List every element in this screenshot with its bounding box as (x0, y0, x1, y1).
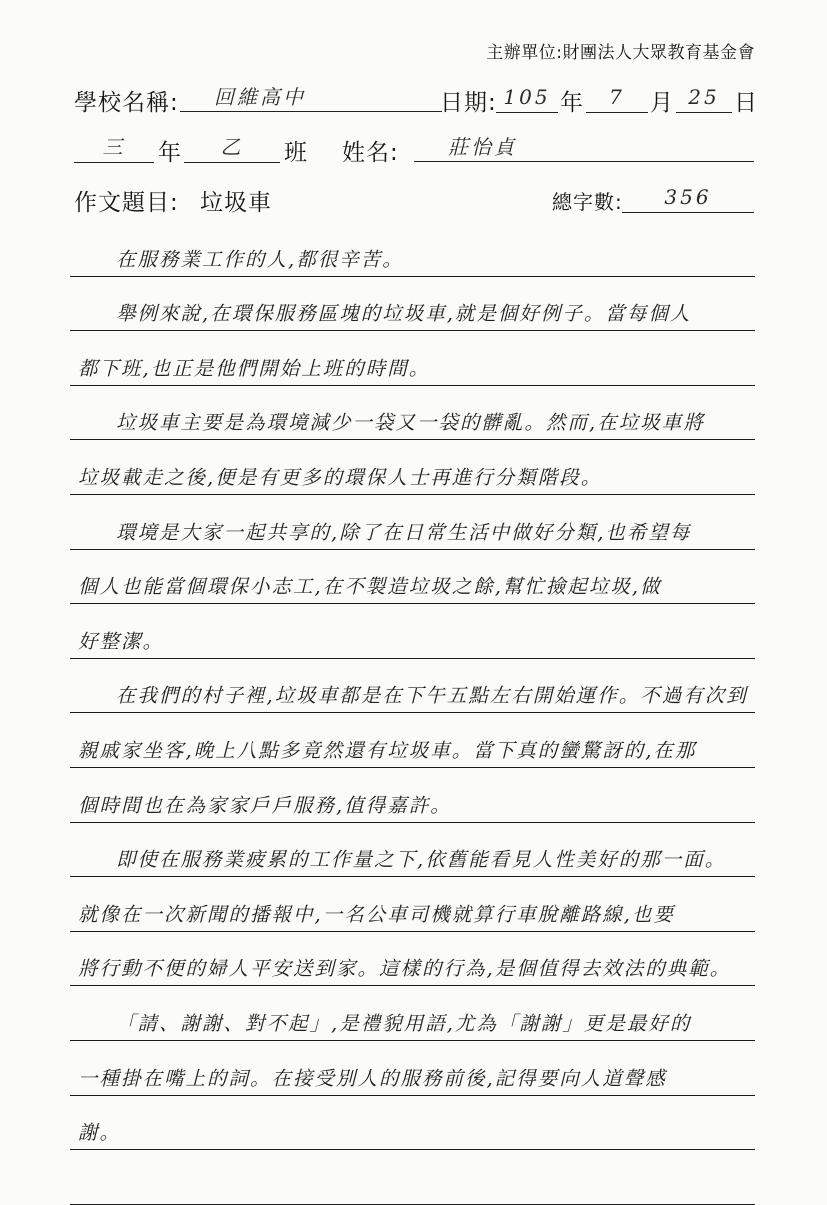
class-name-row (74, 132, 755, 172)
topic-value: 垃圾車 (200, 190, 272, 216)
name-field: 莊怡貞 (414, 132, 754, 162)
essay-line: 親戚家坐客,晚上八點多竟然還有垃圾車。當下真的蠻驚訝的,在那 (70, 713, 755, 768)
essay-line: 即使在服務業疲累的工作量之下,依舊能看見人性美好的那一面。 (70, 823, 755, 878)
essay-line: 垃圾載走之後,便是有更多的環保人士再進行分類階段。 (70, 440, 755, 495)
year-field: 105 (496, 82, 558, 113)
essay-line: 謝。 (70, 1096, 755, 1151)
school-field: 回維高中 (180, 82, 442, 112)
name-label: 姓名: (342, 140, 399, 166)
essay-line: 環境是大家一起共享的,除了在日常生活中做好分類,也希望每 (70, 495, 755, 550)
essay-line: 就像在一次新聞的播報中,一名公車司機就算行車脫離路線,也要 (70, 877, 755, 932)
class-field: 乙 (184, 132, 280, 163)
essay-line: 舉例來說,在環保服務區塊的垃圾車,就是個好例子。當每個人 (70, 277, 755, 332)
essay-line (70, 1150, 755, 1205)
wordcount-label: 總字數: (552, 190, 623, 214)
essay-line: 好整潔。 (70, 604, 755, 659)
wordcount-field: 356 (622, 182, 754, 213)
sponsor-text: 主辦單位:財團法人大眾教育基金會 (486, 43, 755, 63)
essay-body (70, 222, 755, 1205)
school-date-row (74, 82, 758, 122)
class-label: 班 (284, 140, 308, 166)
essay-line: 垃圾車主要是為環境減少一袋又一袋的髒亂。然而,在垃圾車將 (70, 386, 755, 441)
grade-label: 年 (158, 140, 182, 166)
month-label: 月 (650, 90, 674, 116)
essay-line: 個人也能當個環保小志工,在不製造垃圾之餘,幫忙撿起垃圾,做 (70, 550, 755, 605)
essay-line: 個時間也在為家家戶戶服務,值得嘉許。 (70, 768, 755, 823)
grade-field: 三 (74, 132, 154, 163)
essay-line: 在服務業工作的人,都很辛苦。 (70, 222, 755, 277)
essay-line: 「請、謝謝、對不起」,是禮貌用語,尤為「謝謝」更是最好的 (70, 986, 755, 1041)
topic-row (74, 182, 755, 222)
day-label: 日 (734, 90, 758, 116)
month-field: 7 (586, 82, 648, 113)
date-label: 日期: (440, 90, 497, 116)
essay-line: 一種掛在嘴上的詞。在接受別人的服務前後,記得要向人道聲感 (70, 1041, 755, 1096)
essay-line: 在我們的村子裡,垃圾車都是在下午五點左右開始運作。不過有次到 (70, 659, 755, 714)
essay-line: 將行動不便的婦人平安送到家。這樣的行為,是個值得去效法的典範。 (70, 932, 755, 987)
year-label: 年 (560, 90, 584, 116)
topic-label: 作文題目: (74, 190, 179, 216)
essay-line: 都下班,也正是他們開始上班的時間。 (70, 331, 755, 386)
school-label: 學校名稱: (74, 90, 179, 116)
day-field: 25 (676, 82, 732, 113)
